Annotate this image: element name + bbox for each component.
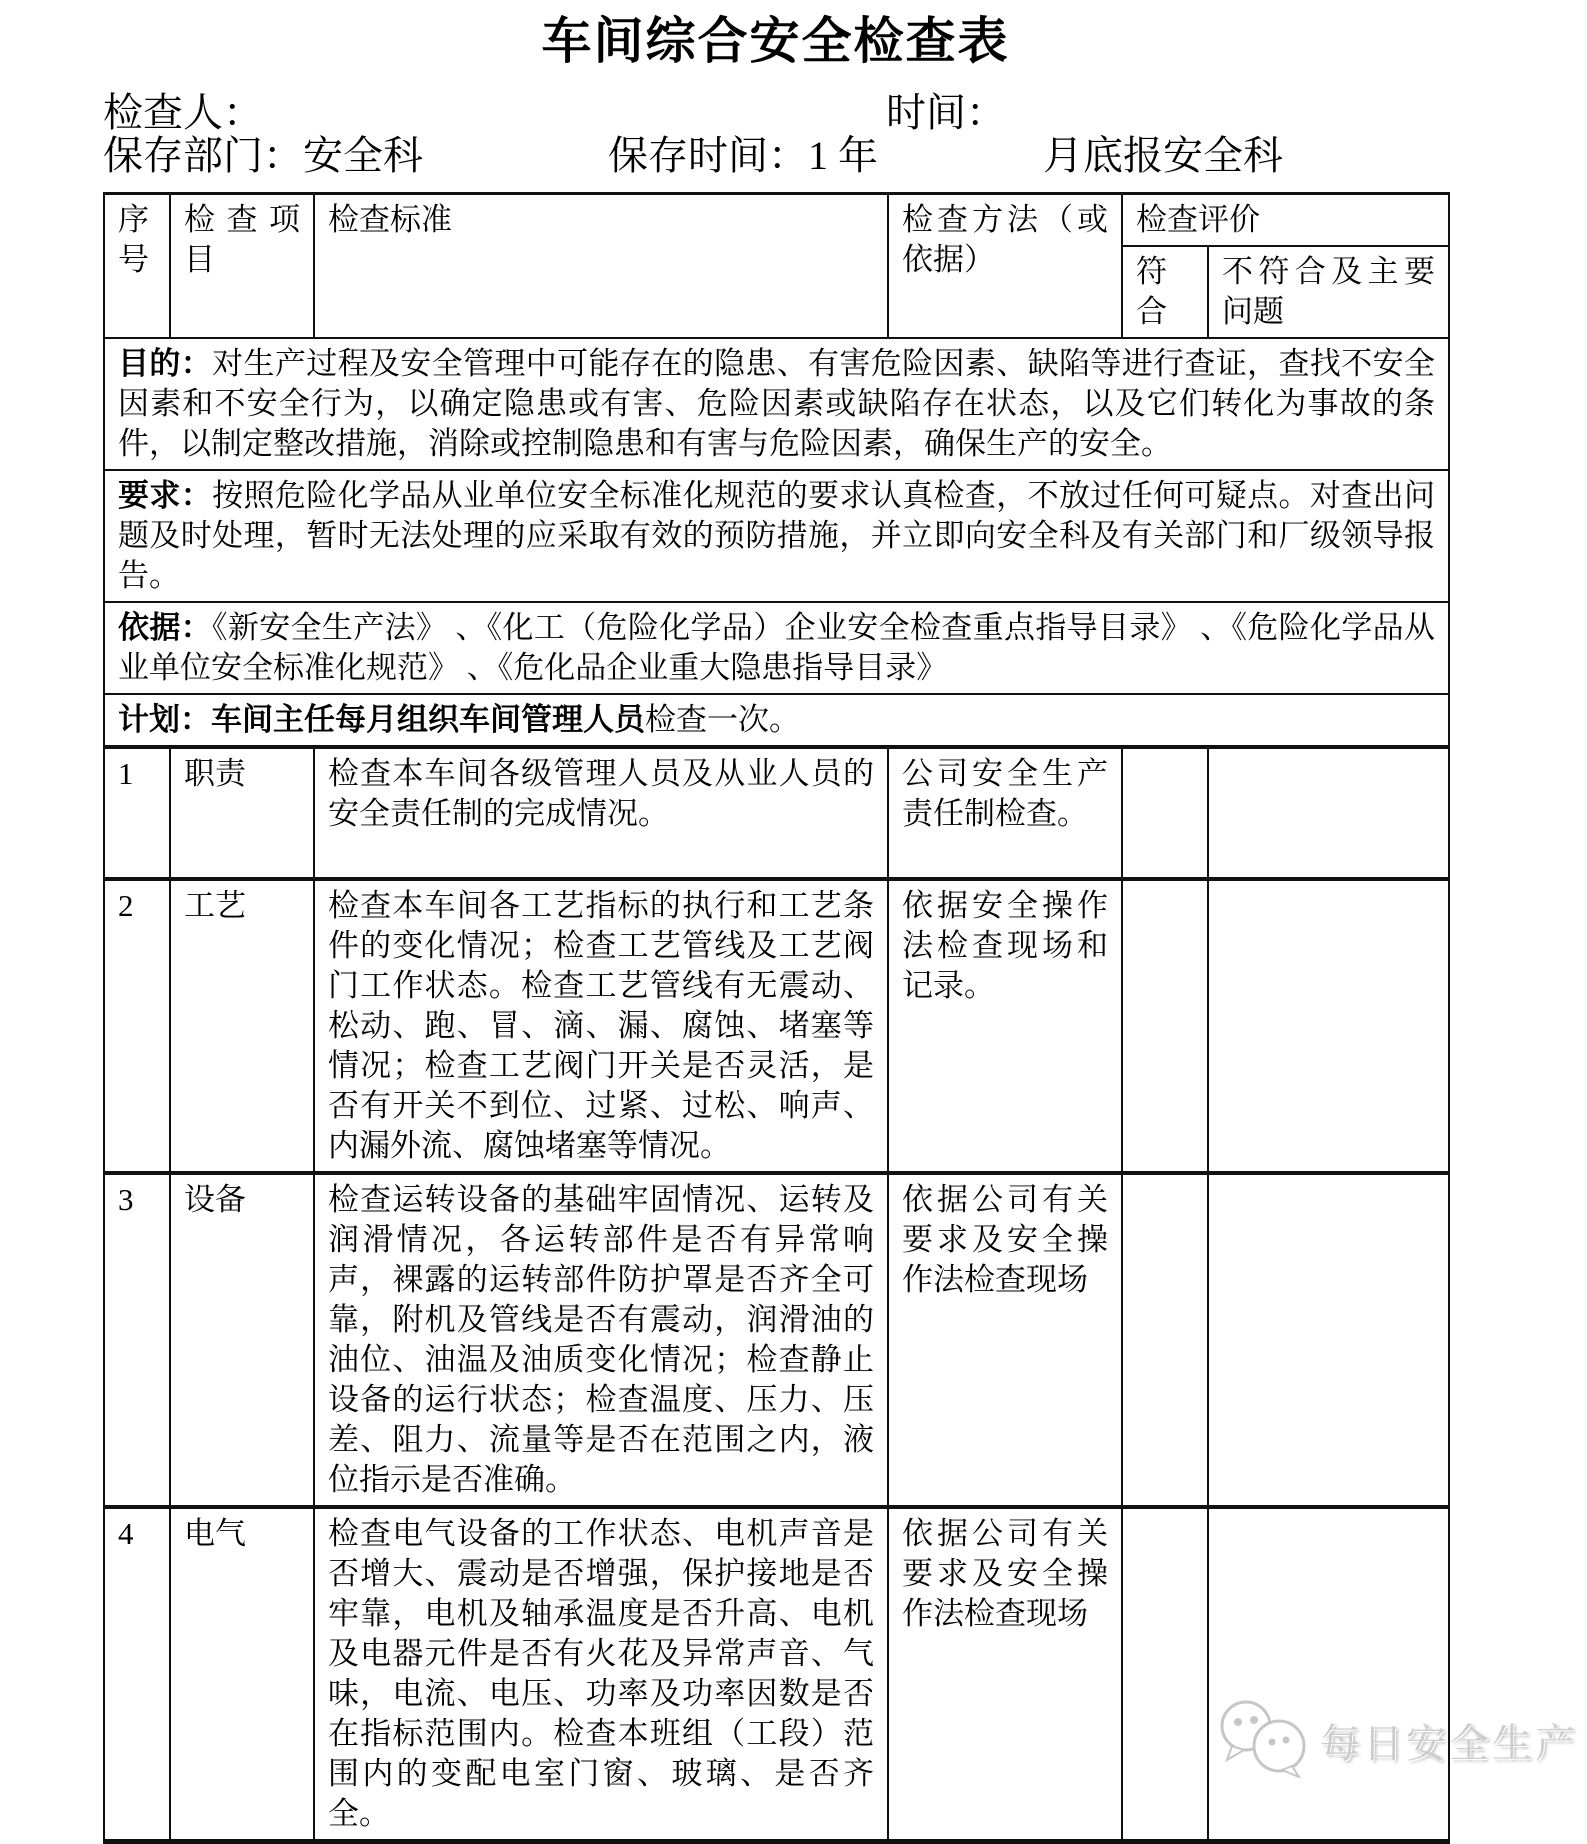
basis-cell: [104, 602, 1449, 694]
check-item-cell: 职责: [170, 747, 314, 879]
item-header: 检查项目: [170, 194, 314, 339]
check-standard-cell: 检查电气设备的工作状态、电机声音是否增大、震动是否增强，保护接地是否牢靠，电机及轴承温度是否升高、电机及电器元件是否有火花及异常声音、气味，电流、电压、功率及功率因数是否在指标范围内。检查本班组（工段）范围内的变配电室门窗、玻璃、是否齐全。: [314, 1507, 888, 1842]
standard-header: 检查标准: [314, 194, 888, 339]
plan-bold-text: 车间主任每月组织车间管理人员: [211, 702, 645, 737]
check-method-cell: 依据公司有关要求及安全操作法检查现场: [888, 1173, 1122, 1507]
check-item-cell: 电气: [170, 1507, 314, 1842]
section-rows: [104, 338, 1449, 747]
page-title: 车间综合安全检查表: [541, 13, 1010, 69]
table-row: [104, 747, 1449, 879]
pass-cell: [1122, 1507, 1208, 1842]
fail-header: 不符合及主要问题: [1208, 246, 1449, 338]
purpose-text: 对生产过程及安全管理中可能存在的隐患、有害危险因素、缺陷等进行查证，查找不安全因素和不安全行为，以确定隐患或有害、危险因素或缺陷存在状态，以及它们转化为事故的条件，以制定整改措施，消除或控制隐患和有害与危险因素，确保生产的安全。: [118, 346, 1436, 461]
plan-label: 计划：: [118, 702, 211, 737]
table-row: [104, 1507, 1449, 1842]
basis-text: 《新安全生产法》 、《化工（危险化学品）企业安全检查重点指导目录》 、《危险化学品从业单位安全标准化规范》 、《危化品企业重大隐患指导目录》: [118, 610, 1436, 685]
fail-cell: [1208, 879, 1449, 1173]
check-standard-cell: 检查运转设备的基础牢固情况、运转及润滑情况，各运转部件是否有异常响声，裸露的运转部件防护罩是否齐全可靠，附机及管线是否有震动，润滑油的油位、油温及油质变化情况；检查静止设备的运行状态；检查温度、压力、压差、阻力、流量等是否在范围之内，液位指示是否准确。: [314, 1173, 888, 1507]
requirement-label: 要求：: [118, 478, 213, 513]
purpose-row: [104, 338, 1449, 470]
time-label: 时间：: [886, 90, 1006, 135]
check-standard-cell: 检查本车间各工艺指标的执行和工艺条件的变化情况；检查工艺管线及工艺阀门工作状态。检查工艺管线有无震动、松动、跑、冒、滴、漏、腐蚀、堵塞等情况；检查工艺阀门开关是否灵活，是否有开关不到位、过紧、过松、响声、内漏外流、腐蚀堵塞等情况。: [314, 879, 888, 1173]
pass-header: 符合: [1122, 246, 1208, 338]
row-number-cell: 3: [104, 1173, 170, 1507]
table-row: [104, 1173, 1449, 1507]
check-method-cell: 依据安全操作法检查现场和记录。: [888, 879, 1122, 1173]
method-header: 检查方法（或依据）: [888, 194, 1122, 339]
check-method-cell: 依据公司有关要求及安全操作法检查现场: [888, 1507, 1122, 1842]
fail-cell: [1208, 747, 1449, 879]
requirement-text: 按照危险化学品从业单位安全标准化规范的要求认真检查，不放过任何可疑点。对查出问题及时处理，暂时无法处理的应采取有效的预防措施，并立即向安全科及有关部门和厂级领导报告。: [118, 478, 1436, 593]
requirement-cell: [104, 470, 1449, 602]
check-standard-cell: 检查本车间各级管理人员及从业人员的安全责任制的完成情况。: [314, 747, 888, 879]
row-number-cell: 1: [104, 747, 170, 879]
plan-cell: [104, 694, 1449, 747]
plan-row: [104, 694, 1449, 747]
save-dept-label: 保存部门：安全科: [103, 133, 423, 178]
pass-cell: [1122, 879, 1208, 1173]
pass-cell: [1122, 1173, 1208, 1507]
table-row: [104, 879, 1449, 1173]
purpose-label: 目的：: [118, 346, 213, 381]
basis-row: [104, 602, 1449, 694]
row-number-cell: 2: [104, 879, 170, 1173]
meta-row-1: [103, 81, 1448, 135]
requirement-row: [104, 470, 1449, 602]
plan-text: 检查一次。: [645, 702, 800, 737]
check-method-cell: 公司安全生产责任制检查。: [888, 747, 1122, 879]
basis-label: 依据：: [118, 610, 213, 645]
row-number-cell: 4: [104, 1507, 170, 1842]
table-body: [104, 747, 1449, 1842]
evaluation-header: 检查评价: [1122, 194, 1449, 247]
inspector-label: 检查人：: [103, 90, 263, 135]
pass-cell: [1122, 747, 1208, 879]
meta-header: [103, 81, 1448, 178]
report-label: 月底报安全科: [1043, 133, 1283, 178]
fail-cell: [1208, 1173, 1449, 1507]
header-row-1: [104, 194, 1449, 247]
fail-cell: [1208, 1507, 1449, 1842]
save-time-label: 保存时间：1 年: [608, 133, 878, 178]
inspection-table: [103, 192, 1450, 1844]
check-item-cell: 工艺: [170, 879, 314, 1173]
meta-row-2: [103, 124, 1448, 178]
check-item-cell: 设备: [170, 1173, 314, 1507]
table-header: [104, 194, 1449, 339]
purpose-cell: [104, 338, 1449, 470]
watermark-text: 每日安全生产: [1320, 1721, 1578, 1766]
seq-header: 序号: [104, 194, 170, 339]
